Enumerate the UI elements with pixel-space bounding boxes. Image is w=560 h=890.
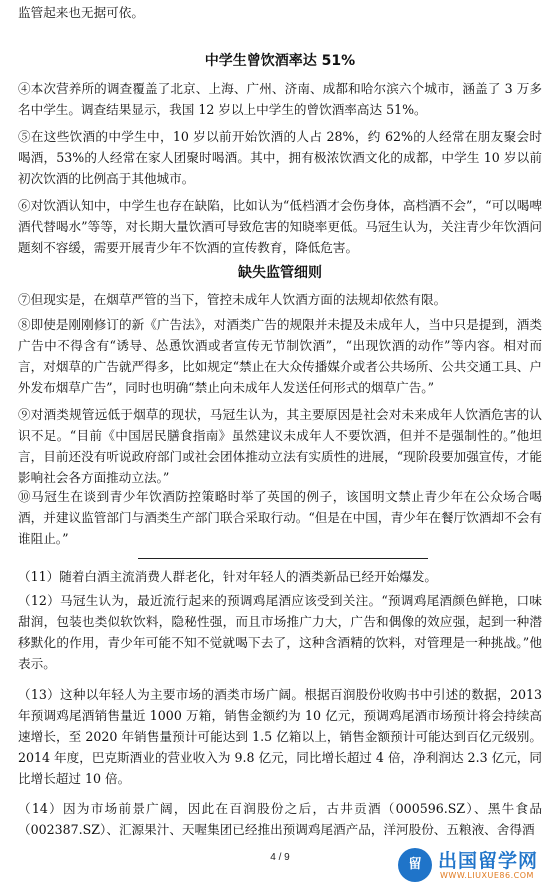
page-number: 4 / 9 bbox=[270, 852, 290, 863]
paragraph-9: ⑨对酒类规管远低于烟草的现状，马冠生认为，其主要原因是社会对未来成年人饮酒危害的认识不足。“目前《中国居民膳食指南》虽然建议未成年人不要饮酒，但并不是强制性的。”他坦言，目前还没有听说政府部门或社会团体推动立法有实质性的进展，“现阶段要加强宣传，才能影响社会各方面推动立法。” bbox=[18, 407, 542, 485]
logo-badge-icon: 留 bbox=[398, 848, 432, 882]
section-divider bbox=[138, 558, 428, 559]
paragraph-14: （14）因为市场前景广阔，因此在百润股份之后，古井贡酒（000596.SZ）、黑牛食品（002387.SZ）、汇源果汁、天喔集团已经推出预调鸡尾酒产品，洋河股份、五粮液、舍得酒 bbox=[18, 801, 542, 837]
paragraph-4: ④本次营养所的调查覆盖了北京、上海、广州、济南、成都和哈尔滨六个城市，涵盖了 3 万多名中学生。调查结果显示，我国 12 岁以上中学生的曾饮酒率高达 51%。 bbox=[18, 81, 542, 117]
logo-url: WWW.LIUXUE86.COM bbox=[440, 871, 534, 880]
paragraph-7: ⑦但现实是，在烟草严管的当下，管控未成年人饮酒方面的法规却依然有限。 bbox=[18, 292, 447, 307]
paragraph-5: ⑤在这些饮酒的中学生中，10 岁以前开始饮酒的人占 28%，约 62%的人经常在朋友聚会时喝酒，53%的人经常在家人团聚时喝酒。其中，拥有极浓饮酒文化的成都，中学生 10 岁以前初次饮酒的比例高于其他城市。 bbox=[18, 129, 542, 186]
section-heading-drinking-rate: 中学生曾饮酒率达 51% bbox=[204, 53, 356, 69]
paragraph-10: ⑩马冠生在谈到青少年饮酒防控策略时举了英国的例子，该国明文禁止青少年在公众场合喝酒，并建议监管部门与酒类生产部门联合采取行动。“但是在中国，青少年在餐厅饮酒却不会有谁阻止。” bbox=[18, 489, 542, 546]
logo-name: 出国留学网 bbox=[438, 850, 539, 872]
paragraph-12: （12）马冠生认为，最近流行起来的预调鸡尾酒应该受到关注。“预调鸡尾酒颜色鲜艳，口味甜润，包装也类似软饮料，隐秘性强，而且市场推广力大，广告和偶像的效应强，起到一种潜移默化的作用，青少年可能不知不觉就喝下去了，这种含酒精的饮料，对管理是一种挑战。”他表示。 bbox=[18, 593, 542, 671]
paragraph-11: （11）随着白酒主流消费人群老化，针对年轻人的酒类新品已经开始爆发。 bbox=[18, 569, 438, 584]
site-logo[interactable] bbox=[398, 846, 556, 886]
section-heading-regulation: 缺失监管细则 bbox=[238, 265, 322, 281]
paragraph-8: ⑧即使是刚刚修订的新《广告法》，对酒类广告的规限并未提及未成年人，当中只是提到，酒类广告中不得含有“诱导、怂恿饮酒或者宣传无节制饮酒”，“出现饮酒的动作”等内容。相对而言，对烟草的广告就严得多，比如规定“禁止在大众传播媒介或者公共场所、公共交通工具、户外发布烟草广告”，同时也明确“禁止向未成年人发送任何形式的烟草广告。” bbox=[18, 317, 542, 395]
intro-line: 监管起来也无据可依。 bbox=[18, 5, 144, 20]
paragraph-6: ⑥对饮酒认知中，中学生也存在缺陷，比如认为“低档酒才会伤身体，高档酒不会”，“可以喝啤酒代替喝水”等等，对长期大量饮酒可导致危害的知晓率更低。马冠生认为，关注青少年饮酒问题刻不容缓，需要开展青少年不饮酒的宣传教育，降低危害。 bbox=[18, 198, 542, 255]
paragraph-13: （13）这种以年轻人为主要市场的酒类市场广阔。根据百润股份收购书中引述的数据，2013 年预调鸡尾酒销售量近 1000 万箱，销售金额约为 10 亿元，预调鸡尾酒市场预计将会持续高速增长，至 2020 年销售量预计可能达到 1.5 亿箱以上，销售金额预计可能达到百亿元级别。2014 年度，巴克斯酒业的营业收入为 9.8 亿元，同比增长超过 4 倍，净利润达 2.3 亿元，同比增长超过 10 倍。 bbox=[18, 687, 542, 786]
